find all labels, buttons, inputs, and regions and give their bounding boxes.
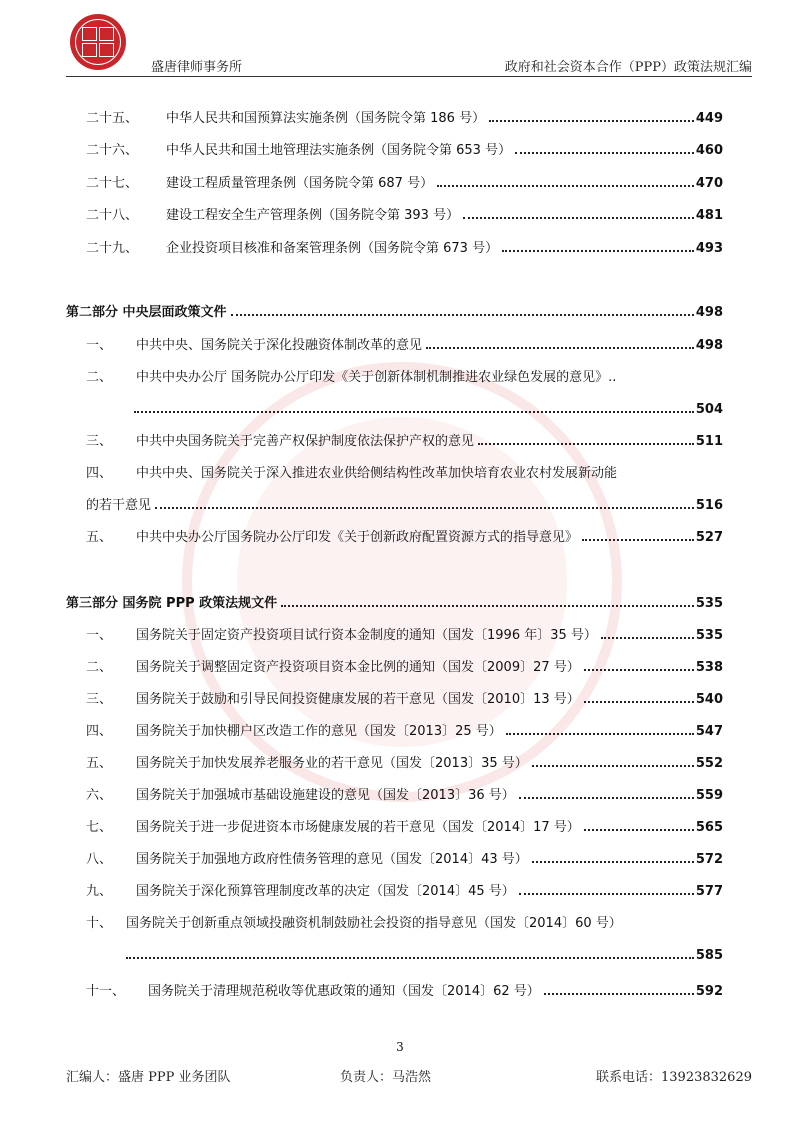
toc-entry[interactable]: 四、 国务院关于加快棚户区改造工作的意见（国发〔2013〕25 号） 547 <box>86 724 723 739</box>
toc-entry[interactable]: 二十七、 建设工程质量管理条例（国务院令第 687 号） 470 <box>86 176 723 191</box>
toc-entry[interactable]: 八、 国务院关于加强地方政府性债务管理的意见（国发〔2014〕43 号） 572 <box>86 852 723 867</box>
toc-entry[interactable]: 五、 国务院关于加快发展养老服务业的若干意见（国发〔2013〕35 号） 552 <box>86 756 723 771</box>
toc-entry[interactable]: 二十八、 建设工程安全生产管理条例（国务院令第 393 号） 481 <box>86 208 723 223</box>
toc-entry-continuation[interactable]: 504 <box>134 400 723 420</box>
toc-section-heading[interactable]: 第二部分 中央层面政策文件 498 <box>66 305 723 320</box>
toc-entry-line[interactable]: 二、 中共中央办公厅 国务院办公厅印发《关于创新体制机制推进农业绿色发展的意见》.. <box>86 370 617 385</box>
page-number: 3 <box>396 1040 404 1054</box>
toc-entry[interactable]: 二十九、 企业投资项目核准和备案管理条例（国务院令第 673 号） 493 <box>86 241 723 256</box>
toc-entry[interactable]: 一、 国务院关于固定资产投资项目试行资本金制度的通知（国发〔1996 年〕35 号） 535 <box>86 628 723 643</box>
toc-entry[interactable]: 三、 国务院关于鼓励和引导民间投资健康发展的若干意见（国发〔2010〕13 号） 540 <box>86 692 723 707</box>
toc-entry[interactable]: 二十六、 中华人民共和国土地管理法实施条例（国务院令第 653 号） 460 <box>86 143 723 158</box>
toc-entry[interactable]: 十一、 国务院关于清理规范税收等优惠政策的通知（国发〔2014〕62 号） 592 <box>86 984 723 999</box>
toc-entry-continuation[interactable]: 585 <box>126 946 723 966</box>
header-firm-name: 盛唐律师事务所 <box>151 60 243 75</box>
footer-phone: 联系电话：13923832629 <box>596 1070 752 1085</box>
toc-entry[interactable]: 五、 中共中央办公厅国务院办公厅印发《关于创新政府配置资源方式的指导意见》 527 <box>86 530 723 545</box>
toc-entry[interactable]: 二、 国务院关于调整固定资产投资项目资本金比例的通知（国发〔2009〕27 号） 538 <box>86 660 723 675</box>
toc-section-heading[interactable]: 第三部分 国务院 PPP 政策法规文件 535 <box>66 596 723 611</box>
toc-entry[interactable]: 六、 国务院关于加强城市基础设施建设的意见（国发〔2013〕36 号） 559 <box>86 788 723 803</box>
toc-entry-continuation[interactable]: 的若干意见 516 <box>86 498 723 513</box>
toc-entry[interactable]: 七、 国务院关于进一步促进资本市场健康发展的若干意见（国发〔2014〕17 号） 565 <box>86 820 723 835</box>
toc-entry[interactable]: 一、 中共中央、国务院关于深化投融资体制改革的意见 498 <box>86 338 723 353</box>
toc-entry[interactable]: 九、 国务院关于深化预算管理制度改革的决定（国发〔2014〕45 号） 577 <box>86 884 723 899</box>
toc-entry-line[interactable]: 四、 中共中央、国务院关于深入推进农业供给侧结构性改革加快培育农业农村发展新动能 <box>86 466 618 481</box>
footer-owner: 负责人：马浩然 <box>340 1070 432 1085</box>
footer-editor: 汇编人：盛唐 PPP 业务团队 <box>66 1070 231 1085</box>
toc-entry[interactable]: 二十五、 中华人民共和国预算法实施条例（国务院令第 186 号） 449 <box>86 111 723 126</box>
toc-entry[interactable]: 三、 中共中央国务院关于完善产权保护制度依法保护产权的意见 511 <box>86 434 723 449</box>
toc-entry-line[interactable]: 十、 国务院关于创新重点领域投融资机制鼓励社会投资的指导意见（国发〔2014〕60 号） <box>86 916 622 931</box>
header-doc-title: 政府和社会资本合作（PPP）政策法规汇编 <box>504 60 752 75</box>
